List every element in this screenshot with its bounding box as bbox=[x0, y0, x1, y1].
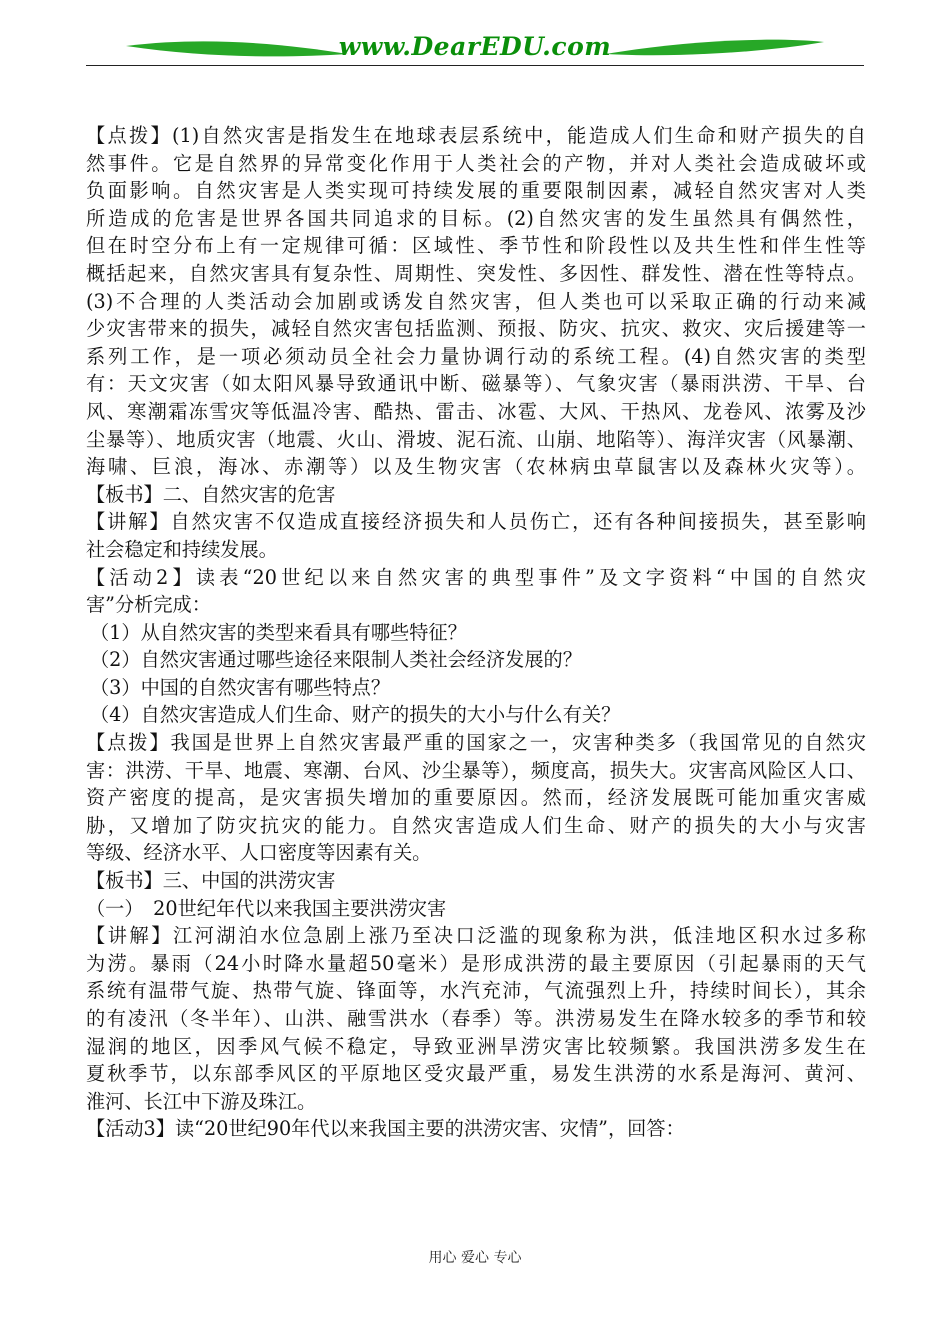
text-line: 【点拨】(1)自然灾害是指发生在地球表层系统中，能造成人们生命和财产损失的自 bbox=[86, 124, 866, 147]
text-line: 的有凌汛（冬半年）、山洪、融雪洪水（春季）等。洪涝易发生在降水较多的季节和较 bbox=[86, 1007, 866, 1030]
text-line: 但在时空分布上有一定规律可循：区域性、季节性和阶段性以及共生性和伴生性等 bbox=[86, 234, 866, 258]
text-line: （4）自然灾害造成人们生命、财产的损失的大小与什么有关？ bbox=[90, 703, 621, 727]
site-header bbox=[86, 28, 864, 70]
text-line: 【活动2】读表“20世纪以来自然灾害的典型事件”及文字资料“中国的自然灾 bbox=[86, 565, 866, 589]
text-line: (3)不合理的人类活动会加剧或诱发自然灾害，但人类也可以采取正确的行动来减 bbox=[86, 289, 866, 313]
text-line: 社会稳定和持续发展。 bbox=[86, 537, 278, 561]
text-line: 胁，又增加了防灾抗灾的能力。自然灾害造成人们生命、财产的损失的大小与灾害 bbox=[86, 813, 866, 837]
text-line: 夏秋季节，以东部季风区的平原地区受灾最严重，易发生洪涝的水系是海河、黄河、 bbox=[86, 1062, 866, 1086]
text-line: 等级、经济水平、人口密度等因素有关。 bbox=[86, 841, 432, 865]
text-line: 害：洪涝、干旱、地震、寒潮、台风、沙尘暴等），频度高，损失大。灾害高风险区人口、 bbox=[86, 758, 866, 782]
text-line: 然事件。它是自然界的异常变化作用于人类社会的产物，并对人类社会造成破坏或 bbox=[86, 151, 866, 175]
text-line: 【板书】三、中国的洪涝灾害 bbox=[86, 869, 336, 893]
text-line: 害”分析完成： bbox=[86, 593, 211, 617]
text-line: 为涝。暴雨（24小时降水量超50毫米）是形成洪涝的最主要原因（引起暴雨的天气 bbox=[86, 951, 866, 975]
text-line: 风、寒潮霜冻雪灾等低温冷害、酷热、雷击、冰雹、大风、干热风、龙卷风、浓雾及沙 bbox=[86, 399, 866, 423]
text-line: （1）从自然灾害的类型来看具有哪些特征？ bbox=[90, 620, 467, 644]
text-line: 所造成的危害是世界各国共同追求的目标。(2)自然灾害的发生虽然具有偶然性， bbox=[86, 206, 866, 230]
text-line: （一） 20世纪年代以来我国主要洪涝灾害 bbox=[86, 896, 447, 920]
text-line: 【讲解】自然灾害不仅造成直接经济损失和人员伤亡，还有各种间接损失，甚至影响 bbox=[86, 510, 866, 534]
text-line: 尘暴等）、地质灾害（地震、火山、滑坡、泥石流、山崩、地陷等）、海洋灾害（风暴潮、 bbox=[86, 427, 866, 451]
text-line: 系统有温带气旋、热带气旋、锋面等，水汽充沛，气流强烈上升，持续时间长），其余 bbox=[86, 979, 866, 1003]
text-line: 湿润的地区，因季风气候不稳定，导致亚洲旱涝灾害比较频繁。我国洪涝多发生在 bbox=[86, 1034, 866, 1058]
page-footer: 用心 爱心 专心 bbox=[428, 1250, 522, 1266]
text-line: 淮河、长江中下游及珠江。 bbox=[86, 1089, 317, 1113]
text-line: （2）自然灾害通过哪些途径来限制人类社会经济发展的？ bbox=[90, 648, 582, 672]
text-line: （3）中国的自然灾害有哪些特点？ bbox=[90, 675, 391, 699]
text-line: 【点拨】我国是世界上自然灾害最严重的国家之一，灾害种类多（我国常见的自然灾 bbox=[86, 731, 866, 755]
text-line: 【板书】二、自然灾害的危害 bbox=[86, 482, 336, 506]
site-logo-text: www.DearEDU.com bbox=[338, 32, 612, 61]
text-line: 资产密度的提高，是灾害损失增加的重要原因。然而，经济发展既可能加重灾害威 bbox=[86, 786, 866, 810]
text-line: 少灾害带来的损失，减轻自然灾害包括监测、预报、防灾、抗灾、救灾、灾后援建等一 bbox=[86, 317, 866, 341]
text-line: 有：天文灾害（如太阳风暴导致通讯中断、磁暴等）、气象灾害（暴雨洪涝、干旱、台 bbox=[86, 372, 866, 396]
text-line: 【讲解】江河湖泊水位急剧上涨乃至决口泛滥的现象称为洪，低洼地区积水过多称 bbox=[86, 924, 866, 948]
document-body bbox=[86, 122, 866, 1143]
text-line: 【活动3】读“20世纪90年代以来我国主要的洪涝灾害、灾情”，回答： bbox=[86, 1117, 685, 1141]
text-line: 系列工作，是一项必须动员全社会力量协调行动的系统工程。(4)自然灾害的类型 bbox=[86, 344, 866, 368]
text-line: 海啸、巨浪，海冰、赤潮等）以及生物灾害（农林病虫草鼠害以及森林火灾等）。 bbox=[86, 455, 866, 479]
header-rule bbox=[86, 65, 864, 66]
text-line: 概括起来，自然灾害具有复杂性、周期性、突发性、多因性、群发性、潜在性等特点。 bbox=[86, 261, 866, 285]
text-line: 负面影响。自然灾害是人类实现可持续发展的重要限制因素，减轻自然灾害对人类 bbox=[86, 179, 866, 203]
